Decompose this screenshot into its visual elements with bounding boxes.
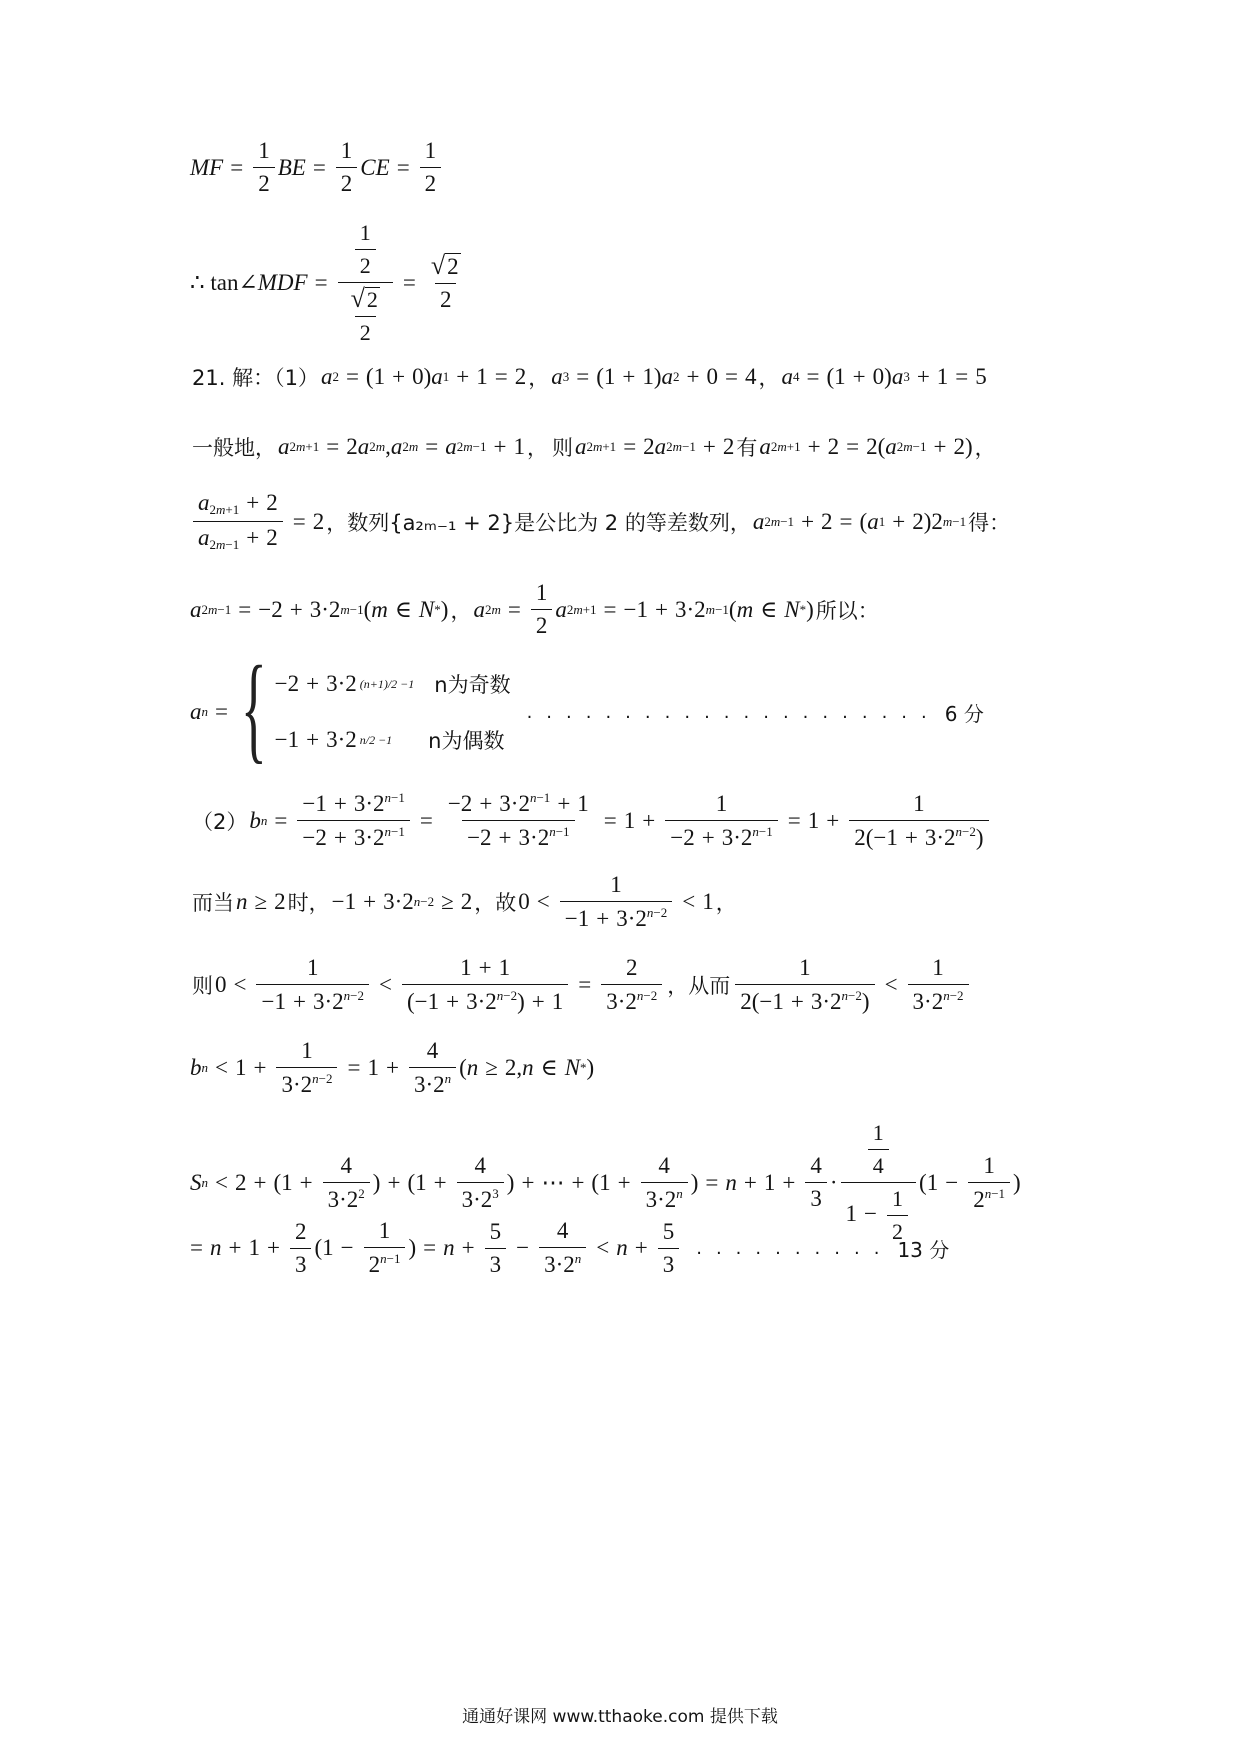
conger-label: ，从而	[667, 974, 731, 998]
q21-ratio: $\frac{a_{2m+1} + 2}{a_{2m-1} + 2}$ = 2 ，数列{a₂ₘ₋₁ + 2}是公比为 2 的等差数列， a 2m−1 + 2 = ( a 1 + 2)2 m−1 得：	[190, 490, 1012, 553]
q21-inequality: 则 0 < 1 $-1 + 3\cdot 2^{n-2}$ < $\frac{1 + 1}{(-1 + 3\cdot 2^{n-2}) + 1}$ = $\frac{2}{3\cdot 2^{n-2}}$ ，从而 1 $2(-1 + 3\cdot 2^{n-2})$ < 1 $3\cdot 2^{n-2}$	[190, 955, 972, 1015]
even-label: n为偶数	[428, 729, 505, 753]
have-label: 有	[736, 436, 758, 460]
ratio-text: ，数列{a₂ₘ₋₁ + 2}是公比为 2 的等差数列，	[326, 510, 751, 535]
q21-label: 21. 解：（1）	[192, 366, 319, 390]
score-6: 6 分	[944, 701, 984, 726]
q21-part1: 21. 解：（1） a 2 = (1 + 0) a 1 + 1 = 2 ， a 3 = (1 + 1) a 2 + 0 = 4 ， a 4 = (1 + 0) a 3 + 1 = 5	[192, 364, 987, 390]
q21-bn-bound: b n < 1 + $\frac{1}{3\cdot 2^{n-2}}$ = 1 + $\frac{4}{3\cdot 2^n}$ ( n ≥ 2, n ∈ N * )	[190, 1038, 595, 1097]
q21-general: 一般地， a 2m+1 = 2 a 2m , a 2m = a 2m−1 + 1 ， 则 a 2m+1 = 2 a 2m−1 + 2 有 a 2m+1 + 2 = 2( a 2m−1 + 2) ，	[192, 434, 996, 460]
q21-part2-bn: （2） b n = $\frac{-1 + 3\cdot 2^{n-1}}{-2 + 3\cdot 2^{n-1}}$ = $\frac{-2 + 3\cdot 2^{n-1} + 1}{-2 + 3\cdot 2^{n-1}}$ = 1 + $\frac{1}{-2 + 3\cdot 2^{n-1}}$ = 1 + $\frac{1}{2(-1 + 3\cdot 2^{n-2})}$	[190, 790, 992, 851]
so-label: 所以：	[815, 598, 879, 623]
page-footer: 通通好课网 www.tthaoke.com 提供下载	[462, 1707, 778, 1727]
q21-condition: 而当 n ≥ 2 时， −1 + 3·2 n−2 ≥ 2 ，故 0 < 1 $-1 + 3\cdot 2^{n-2}$ < 1 ，	[192, 872, 737, 931]
get-label: 得：	[968, 510, 1011, 535]
then-label: 则	[551, 436, 573, 460]
eq-tan-mdf: ∴ tan∠ MDF = $\frac{1}{2}$ √ 2 2 = √ 2 2	[190, 220, 459, 345]
eq-mf: MF = $\frac{1}{2}$ BE = $\frac{1}{2}$ CE = $\frac{1}{2}$	[190, 138, 444, 197]
q21-sn-result: = n + 1 + $\frac{2}{3}$ (1 − $\frac{1}{2^{n-1}}$ ) = n + $\frac{5}{3}$ − $\frac{4}{3\cdot 2^n}$ < n + $\frac{5}{3}$ .......... 13 分	[190, 1218, 950, 1277]
ze-label: 则	[192, 974, 213, 998]
q21-sn: S n < 2 + (1 + $\frac{4}{3\cdot 2^2}$ ) + (1 + $\frac{4}{3\cdot 2^3}$ ) + ⋯ + (1 + $\frac{4}{3\cdot 2^n}$ ) = n + 1 + $\frac{4}{3}$ · $\frac{1}{4}$ 1 − $\frac{1}{2}$ (1 − $\frac{1}{2^{n-1}}$ )	[190, 1120, 1021, 1244]
gu-label: ，故	[474, 891, 517, 915]
q21-formulas: a 2m−1 = −2 + 3·2 m−1 ( m ∈ N * ) ， a 2m = $\frac{1}{2}$ a 2m+1 = −1 + 3·2 m−1 ( m ∈ N * ) 所以：	[190, 580, 879, 638]
odd-label: n为奇数	[434, 673, 511, 697]
shi-label: 时，	[287, 891, 330, 915]
when-label: 而当	[192, 891, 234, 915]
left-brace: {	[240, 641, 267, 774]
q2-label: （2）	[192, 809, 248, 834]
score-13: 13 分	[897, 1237, 950, 1262]
general-label: 一般地，	[192, 436, 276, 460]
q21-piecewise: a n = { −2 + 3·2 (n+1)/2 −1 n为奇数 −1 + 3·2 n/2 −1 n为偶数 ..................... 6 分	[190, 641, 984, 774]
